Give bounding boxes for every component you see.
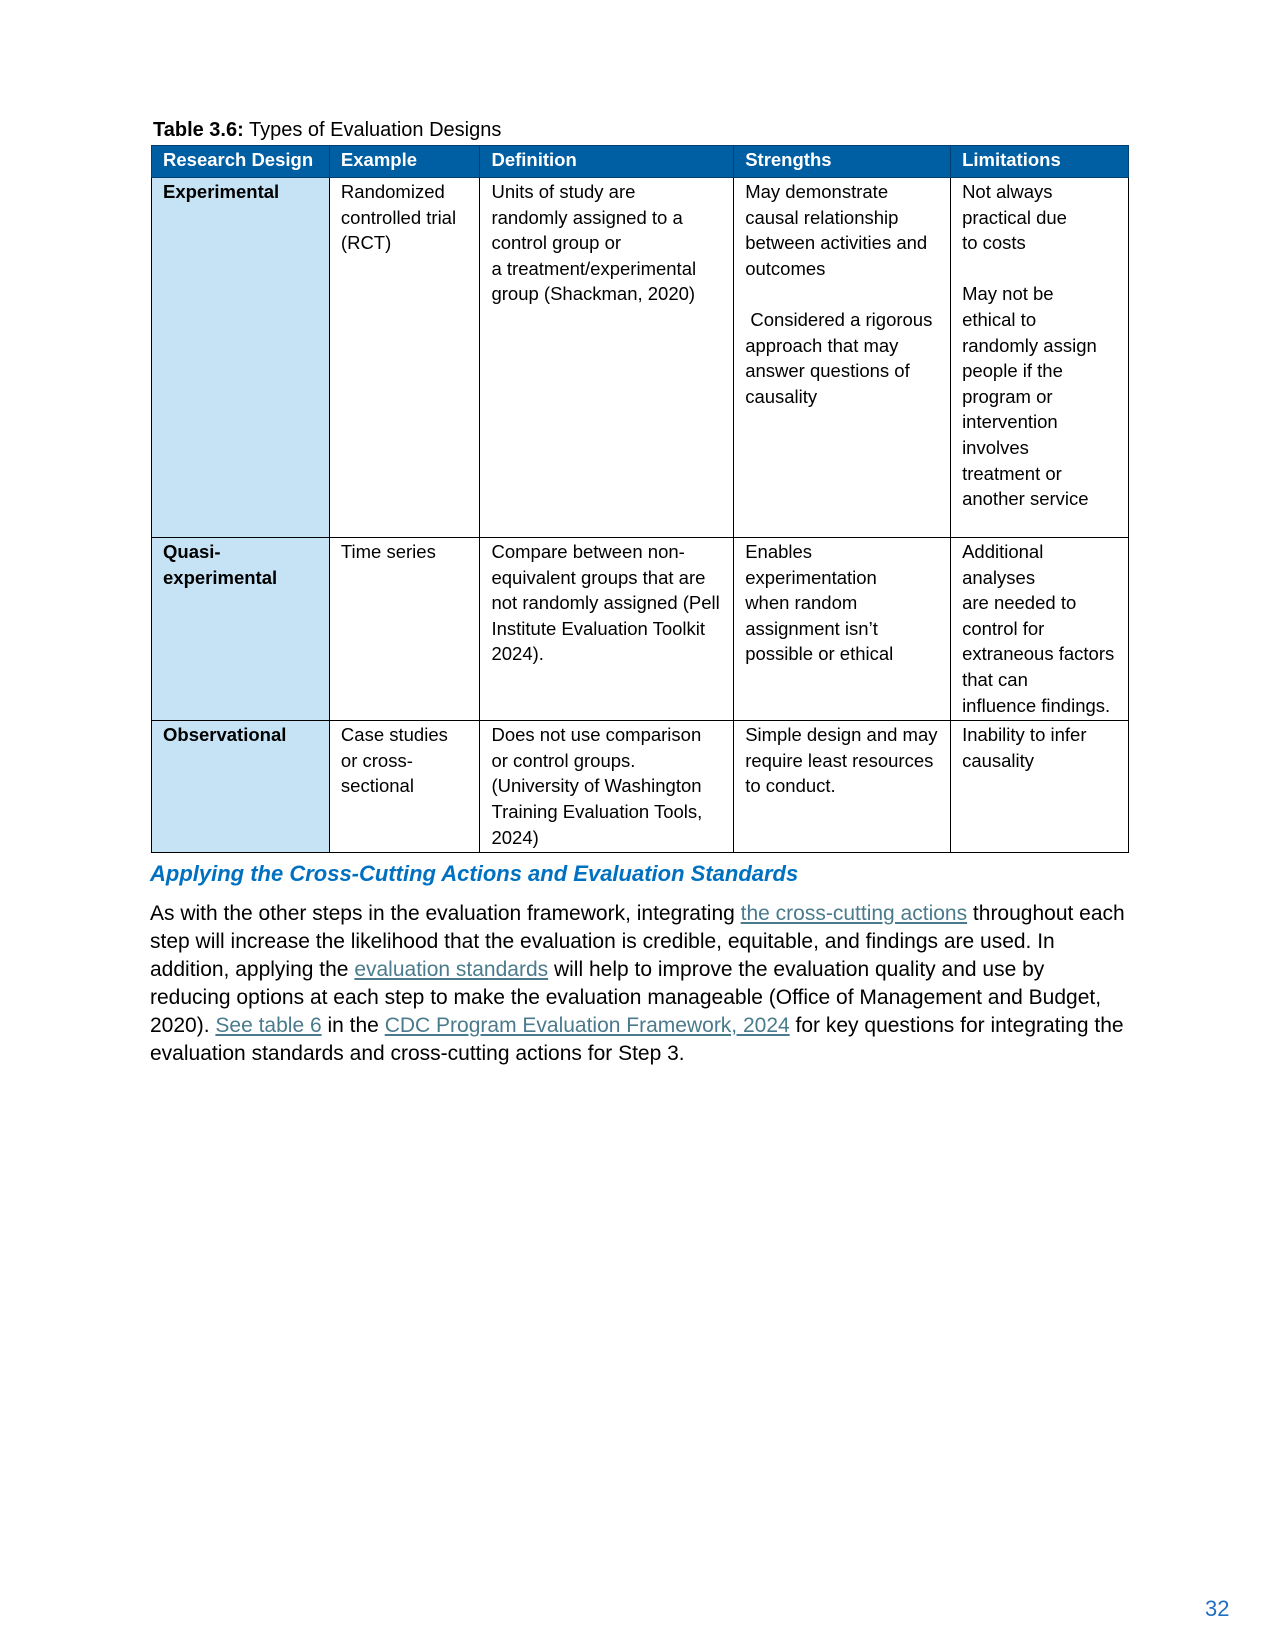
header-research-design: Research Design [152,146,330,178]
cell-definition: Compare between non- equivalent groups that are not randomly assigned (Pell Institute Evaluation Toolkit 2024). [480,538,734,721]
cell-design: Observational [152,721,330,853]
see-table-6-link[interactable]: See table 6 [215,1014,322,1037]
cell-strengths: Simple design and may require least resources to conduct. [734,721,951,853]
section-heading: Applying the Cross-Cutting Actions and Evaluation Standards [150,861,799,886]
paragraph-text: throughout each step will increase the likelihood that the evaluation is credible, equitable, and findings are used. In addition, applying the [150,902,1125,981]
cell-strengths: Enables experimentation when random assignment isn’t possible or ethical [734,538,951,721]
paragraph-text: will help to improve the evaluation quality and use by reducing options at each step to make the evaluation manageable (Office of Management and Budget, 2020). [150,958,1102,1037]
cell-example: Randomized controlled trial (RCT) [329,178,480,538]
body-paragraph [150,900,1130,1068]
cell-limitations: Inability to infer causality [951,721,1129,853]
header-limitations: Limitations [951,146,1129,178]
table-row [152,538,1129,721]
cell-design: Experimental [152,178,330,538]
evaluation-designs-table [151,145,1129,853]
header-example: Example [329,146,480,178]
cell-limitations: Additional analyses are needed to control for extraneous factors that can influence findings. [951,538,1129,721]
table-caption-label: Table 3.6: [153,119,244,141]
cell-design: Quasi- experimental [152,538,330,721]
cell-strengths: May demonstrate causal relationship between activities and outcomes Considered a rigorous approach that may answer questions of causality [734,178,951,538]
table-row [152,721,1129,853]
table-row [152,178,1129,538]
cell-definition: Does not use comparison or control groups. (University of Washington Training Evaluation Tools, 2024) [480,721,734,853]
cross-cutting-actions-link[interactable]: the cross-cutting actions [740,902,968,925]
paragraph-text: in the [321,1014,385,1037]
cell-definition: Units of study are randomly assigned to a control group or a treatment/experimental group (Shackman, 2020) [480,178,734,538]
evaluation-standards-link[interactable]: evaluation standards [354,958,549,981]
header-definition: Definition [480,146,734,178]
cell-example: Time series [329,538,480,721]
table-caption [153,118,501,142]
cell-example: Case studies or cross- sectional [329,721,480,853]
paragraph-text: for key questions for integrating the evaluation standards and cross-cutting actions for Step 3. [150,1014,1124,1065]
table-header-row [152,146,1129,178]
header-strengths: Strengths [734,146,951,178]
cell-limitations: Not always practical due to costs May not be ethical to randomly assign people if the program or intervention involves treatment or another service [951,178,1129,538]
paragraph-text: As with the other steps in the evaluation framework, integrating [150,902,741,925]
page-number: 32 [1205,1596,1230,1621]
cdc-framework-link[interactable]: CDC Program Evaluation Framework, 2024 [384,1014,790,1037]
table-caption-text: Types of Evaluation Designs [243,119,502,141]
